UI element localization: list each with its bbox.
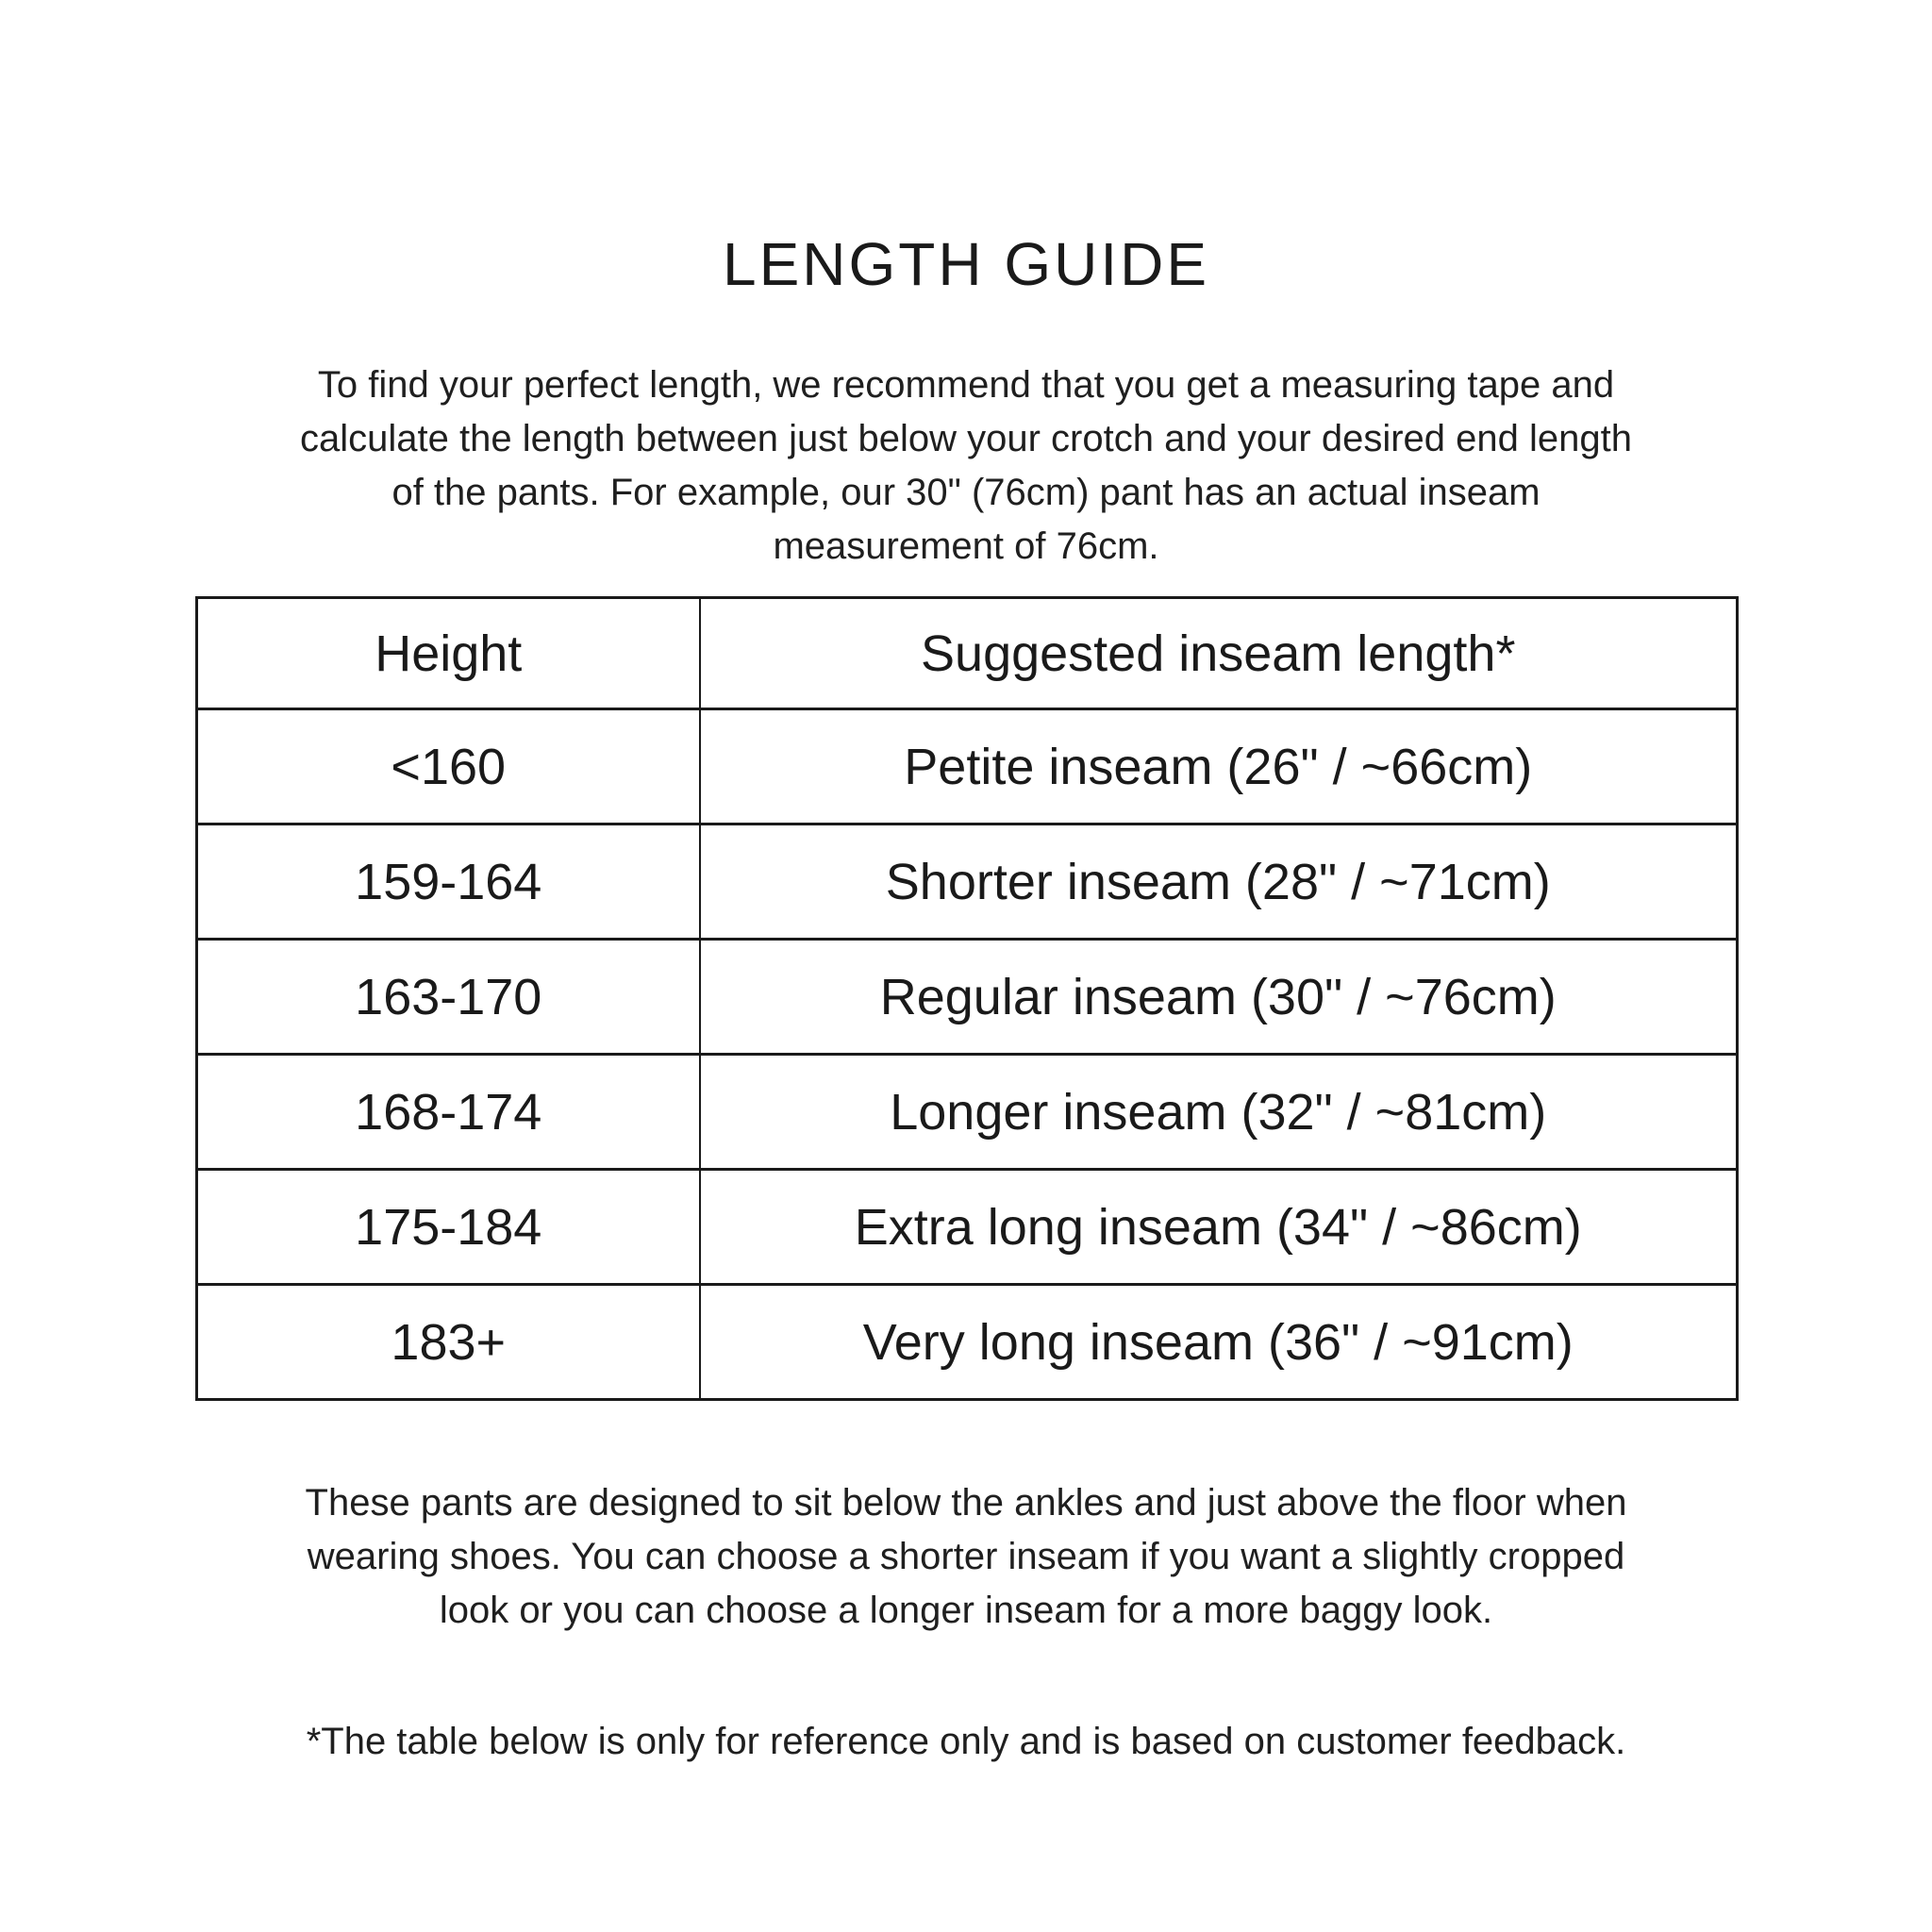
intro-line: of the pants. For example, our 30" (76cm) pant has an actual inseam xyxy=(391,472,1541,513)
note-line: look or you can choose a longer inseam for a more baggy look. xyxy=(439,1590,1493,1631)
intro-line: calculate the length between just below your crotch and your desired end length xyxy=(299,418,1632,459)
height-cell: <160 xyxy=(197,709,700,824)
table-row xyxy=(197,1285,1738,1400)
intro-line: measurement of 76cm. xyxy=(773,525,1159,567)
reference-footnote: *The table below is only for reference only and is based on customer feedback. xyxy=(306,1721,1626,1762)
inseam-cell: Regular inseam (30" / ~76cm) xyxy=(700,940,1738,1055)
height-cell: 163-170 xyxy=(197,940,700,1055)
inseam-column-header: Suggested inseam length* xyxy=(700,598,1738,709)
inseam-cell: Longer inseam (32" / ~81cm) xyxy=(700,1055,1738,1170)
note-line: wearing shoes. You can choose a shorter inseam if you want a slightly cropped xyxy=(307,1536,1625,1577)
inseam-cell: Shorter inseam (28" / ~71cm) xyxy=(700,824,1738,940)
height-column-header: Height xyxy=(197,598,700,709)
intro-paragraph xyxy=(0,358,1932,574)
inseam-cell: Very long inseam (36" / ~91cm) xyxy=(700,1285,1738,1400)
table-row xyxy=(197,709,1738,824)
table-header-row xyxy=(197,598,1738,709)
inseam-cell: Extra long inseam (34" / ~86cm) xyxy=(700,1170,1738,1285)
height-cell: 183+ xyxy=(197,1285,700,1400)
height-cell: 159-164 xyxy=(197,824,700,940)
inseam-cell: Petite inseam (26" / ~66cm) xyxy=(700,709,1738,824)
table-row xyxy=(197,824,1738,940)
height-cell: 175-184 xyxy=(197,1170,700,1285)
table-row xyxy=(197,940,1738,1055)
height-cell: 168-174 xyxy=(197,1055,700,1170)
table-row xyxy=(197,1170,1738,1285)
note-line: These pants are designed to sit below the ankles and just above the floor when xyxy=(305,1482,1627,1524)
intro-line: To find your perfect length, we recommend that you get a measuring tape and xyxy=(317,364,1615,406)
length-guide-table xyxy=(195,596,1739,1401)
table-row xyxy=(197,1055,1738,1170)
page-title: LENGTH GUIDE xyxy=(722,229,1210,298)
fit-note-paragraph xyxy=(0,1476,1932,1638)
